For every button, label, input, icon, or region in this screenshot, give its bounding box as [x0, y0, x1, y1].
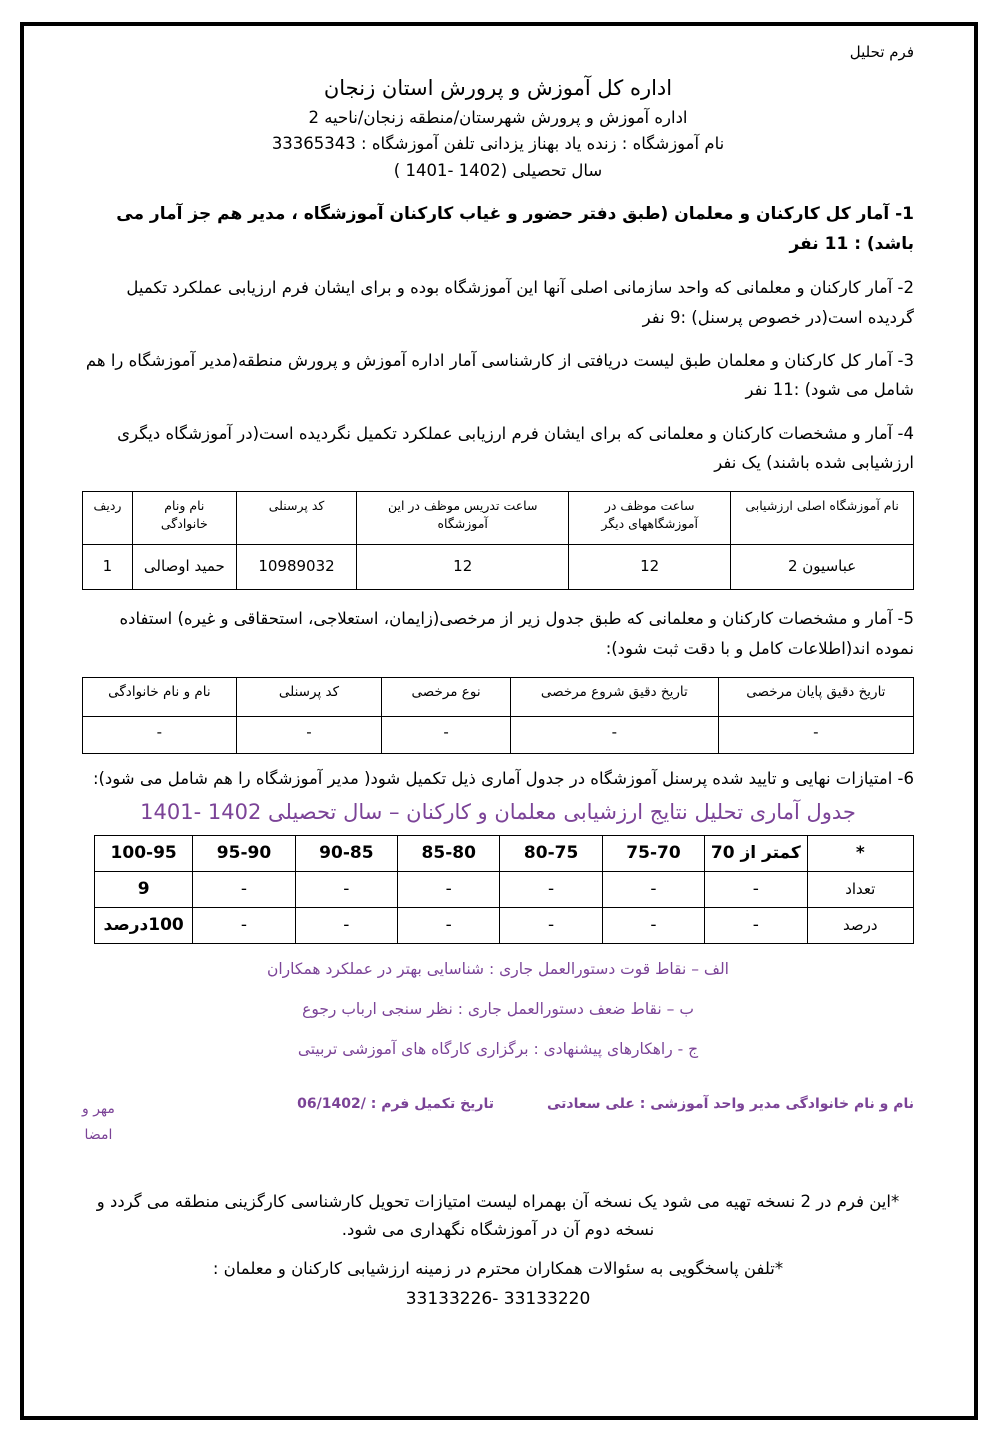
cell-hours-this-school: 12 — [357, 545, 569, 590]
cell-leave-start-date: - — [510, 717, 718, 754]
th-main-school: نام آموزشگاه اصلی ارزشیابی — [731, 492, 914, 545]
th-leave-start-date: تاریخ دقیق شروع مرخصی — [510, 678, 718, 717]
stats-table-heading: جدول آماری تحلیل نتایج ارزشیابی معلمان و کارکنان – سال تحصیلی 1402 -1401 — [140, 800, 856, 825]
th-full-name: نام و نام خانوادگی — [83, 678, 237, 717]
signature-row — [82, 1096, 914, 1142]
stats-percent-80-85: - — [398, 907, 500, 943]
stats-col-75-80: 80-75 — [500, 835, 602, 871]
stats-corner-label: * — [807, 835, 913, 871]
stats-col-95-100: 100-95 — [95, 835, 193, 871]
form-title: فرم تحلیل — [849, 43, 914, 61]
th-hours-other-schools: ساعت موظف در آموزشگاههای دیگر — [569, 492, 731, 545]
table-row — [83, 717, 914, 754]
stats-count-95-100: 9 — [95, 871, 193, 907]
cell-personnel-code: - — [236, 717, 381, 754]
table-not-evaluated — [82, 491, 914, 590]
stats-col-85-90: 90-85 — [295, 835, 397, 871]
th-leave-end-date: تاریخ دقیق پایان مرخصی — [718, 678, 913, 717]
organization-district: اداره آموزش و پرورش شهرستان/منطقه زنجان/ناحیه 2 — [308, 107, 688, 127]
stats-header-row — [95, 835, 914, 871]
table-row — [83, 545, 914, 590]
stats-count-85-90: - — [295, 871, 397, 907]
seal-line-2: امضا — [84, 1127, 113, 1144]
stats-col-80-85: 85-80 — [398, 835, 500, 871]
manager-name: نام و نام خانوادگی مدیر واحد آموزشی : علی سعادتی — [547, 1095, 914, 1112]
stats-percent-75-80: - — [500, 907, 602, 943]
stats-count-90-95: - — [193, 871, 295, 907]
th-personnel-code: کد پرسنلی — [236, 492, 356, 545]
stats-count-75-80: - — [500, 871, 602, 907]
stats-percent-90-95: - — [193, 907, 295, 943]
cell-main-school: عباسیون 2 — [731, 545, 914, 590]
item-3-district-list-count: 3- آمار کل کارکنان و معلمان طبق لیست دریافتی از کارشناسی آمار اداره آموزش و پرورش منطقه(مدیر آموزشگاه را هم شامل می شود) :11 نفر — [85, 350, 914, 400]
th-hours-this-school: ساعت تدریس موظف در این آموزشگاه — [357, 492, 569, 545]
support-phone-numbers: 33133220 -33133226 — [405, 1289, 591, 1310]
table-header-row — [83, 492, 914, 545]
stats-row-label-percent: درصد — [807, 907, 913, 943]
document-header — [82, 73, 914, 185]
cell-row-number: 1 — [83, 545, 133, 590]
seal-line-1: مهر و — [82, 1100, 115, 1117]
academic-year: سال تحصیلی (1402 -1401 ) — [393, 160, 603, 180]
footnotes — [82, 1188, 914, 1314]
table-header-row — [83, 678, 914, 717]
form-completion-date: تاریخ تکمیل فرم : /06/1402 — [297, 1095, 494, 1112]
item-5-leave-records: 5- آمار و مشخصات کارکنان و معلمانی که طبق جدول زیر از مرخصی(زایمان، استعلاجی، استحقاقی و غیره) استفاده نموده اند(اطلاعات کامل و با دقت ثبت شود): — [119, 609, 914, 658]
th-full-name: نام ونام خانوادگی — [132, 492, 236, 545]
item-6-final-scores: 6- امتیازات نهایی و تایید شده پرسنل آموزشگاه در جدول آماری ذیل تکمیل شود( مدیر آموزشگاه را هم شامل می شود): — [92, 769, 914, 789]
document-content — [24, 26, 974, 1314]
th-leave-type: نوع مرخصی — [382, 678, 511, 717]
stats-col-90-95: 95-90 — [193, 835, 295, 871]
stats-row-label-count: تعداد — [807, 871, 913, 907]
school-name-and-phone: نام آموزشگاه : زنده یاد بهناز یزدانی تلفن آموزشگاه : 33365343 — [271, 134, 725, 154]
note-weaknesses: ب – نقاط ضعف دستورالعمل جاری : نظر سنجی ارباب رجوع — [302, 999, 694, 1018]
cell-leave-end-date: - — [718, 717, 913, 754]
cell-hours-other-schools: 12 — [569, 545, 731, 590]
footnote-copies: *این فرم در 2 نسخه تهیه می شود یک نسخه آن بهمراه لیست امتیازات تحویل کارشناسی کارگزینی منطقه می گردد و نسخه دوم آن در آموزشگاه نگهداری می شود. — [96, 1191, 900, 1240]
cell-personnel-code: 10989032 — [236, 545, 356, 590]
table-leave-records — [82, 677, 914, 754]
stats-col-under-70: کمتر از 70 — [705, 835, 807, 871]
stats-count-row — [95, 871, 914, 907]
stats-count-under-70: - — [705, 871, 807, 907]
cell-leave-type: - — [382, 717, 511, 754]
stats-count-70-75: - — [602, 871, 704, 907]
th-row-number: ردیف — [83, 492, 133, 545]
item-4-not-evaluated: 4- آمار و مشخصات کارکنان و معلمانی که برای ایشان فرم ارزیابی عملکرد تکمیل نگردیده است(در آموزشگاه دیگری ارزشیابی شده باشند) یک نفر — [117, 423, 914, 472]
footnote-support-phone-label: *تلفن پاسخگویی به سئوالات همکاران محترم در زمینه ارزشیابی کارکنان و معلمان : — [212, 1258, 784, 1278]
stats-percent-row — [95, 907, 914, 943]
stats-table — [94, 835, 914, 944]
organization-title: اداره کل آموزش و پرورش استان زنجان — [323, 76, 673, 100]
stats-count-80-85: - — [398, 871, 500, 907]
stats-percent-under-70: - — [705, 907, 807, 943]
stats-percent-70-75: - — [602, 907, 704, 943]
note-suggestions: ج - راهکارهای پیشنهادی : برگزاری کارگاه های آموزشی تربیتی — [297, 1039, 699, 1058]
stats-col-70-75: 75-70 — [602, 835, 704, 871]
stats-percent-95-100: 100درصد — [95, 907, 193, 943]
seal-and-signature — [82, 1096, 115, 1149]
stats-percent-85-90: - — [295, 907, 397, 943]
th-personnel-code: کد پرسنلی — [236, 678, 381, 717]
cell-full-name: - — [83, 717, 237, 754]
item-1-total-staff: 1- آمار کل کارکنان و معلمان (طبق دفتر حضور و غیاب کارکنان آموزشگاه ، مدیر هم جز آمار می باشد) : 11 نفر — [116, 203, 914, 254]
note-strengths: الف – نقاط قوت دستورالعمل جاری : شناسایی بهتر در عملکرد همکاران — [266, 959, 729, 978]
cell-full-name: حمید اوصالی — [132, 545, 236, 590]
item-2-evaluated-staff: 2- آمار کارکنان و معلمانی که واحد سازمانی اصلی آنها این آموزشگاه بوده و برای ایشان فرم ارزیابی عملکرد تکمیل گردیده است(در خصوص پرسنل) :9 نفر — [126, 278, 914, 327]
